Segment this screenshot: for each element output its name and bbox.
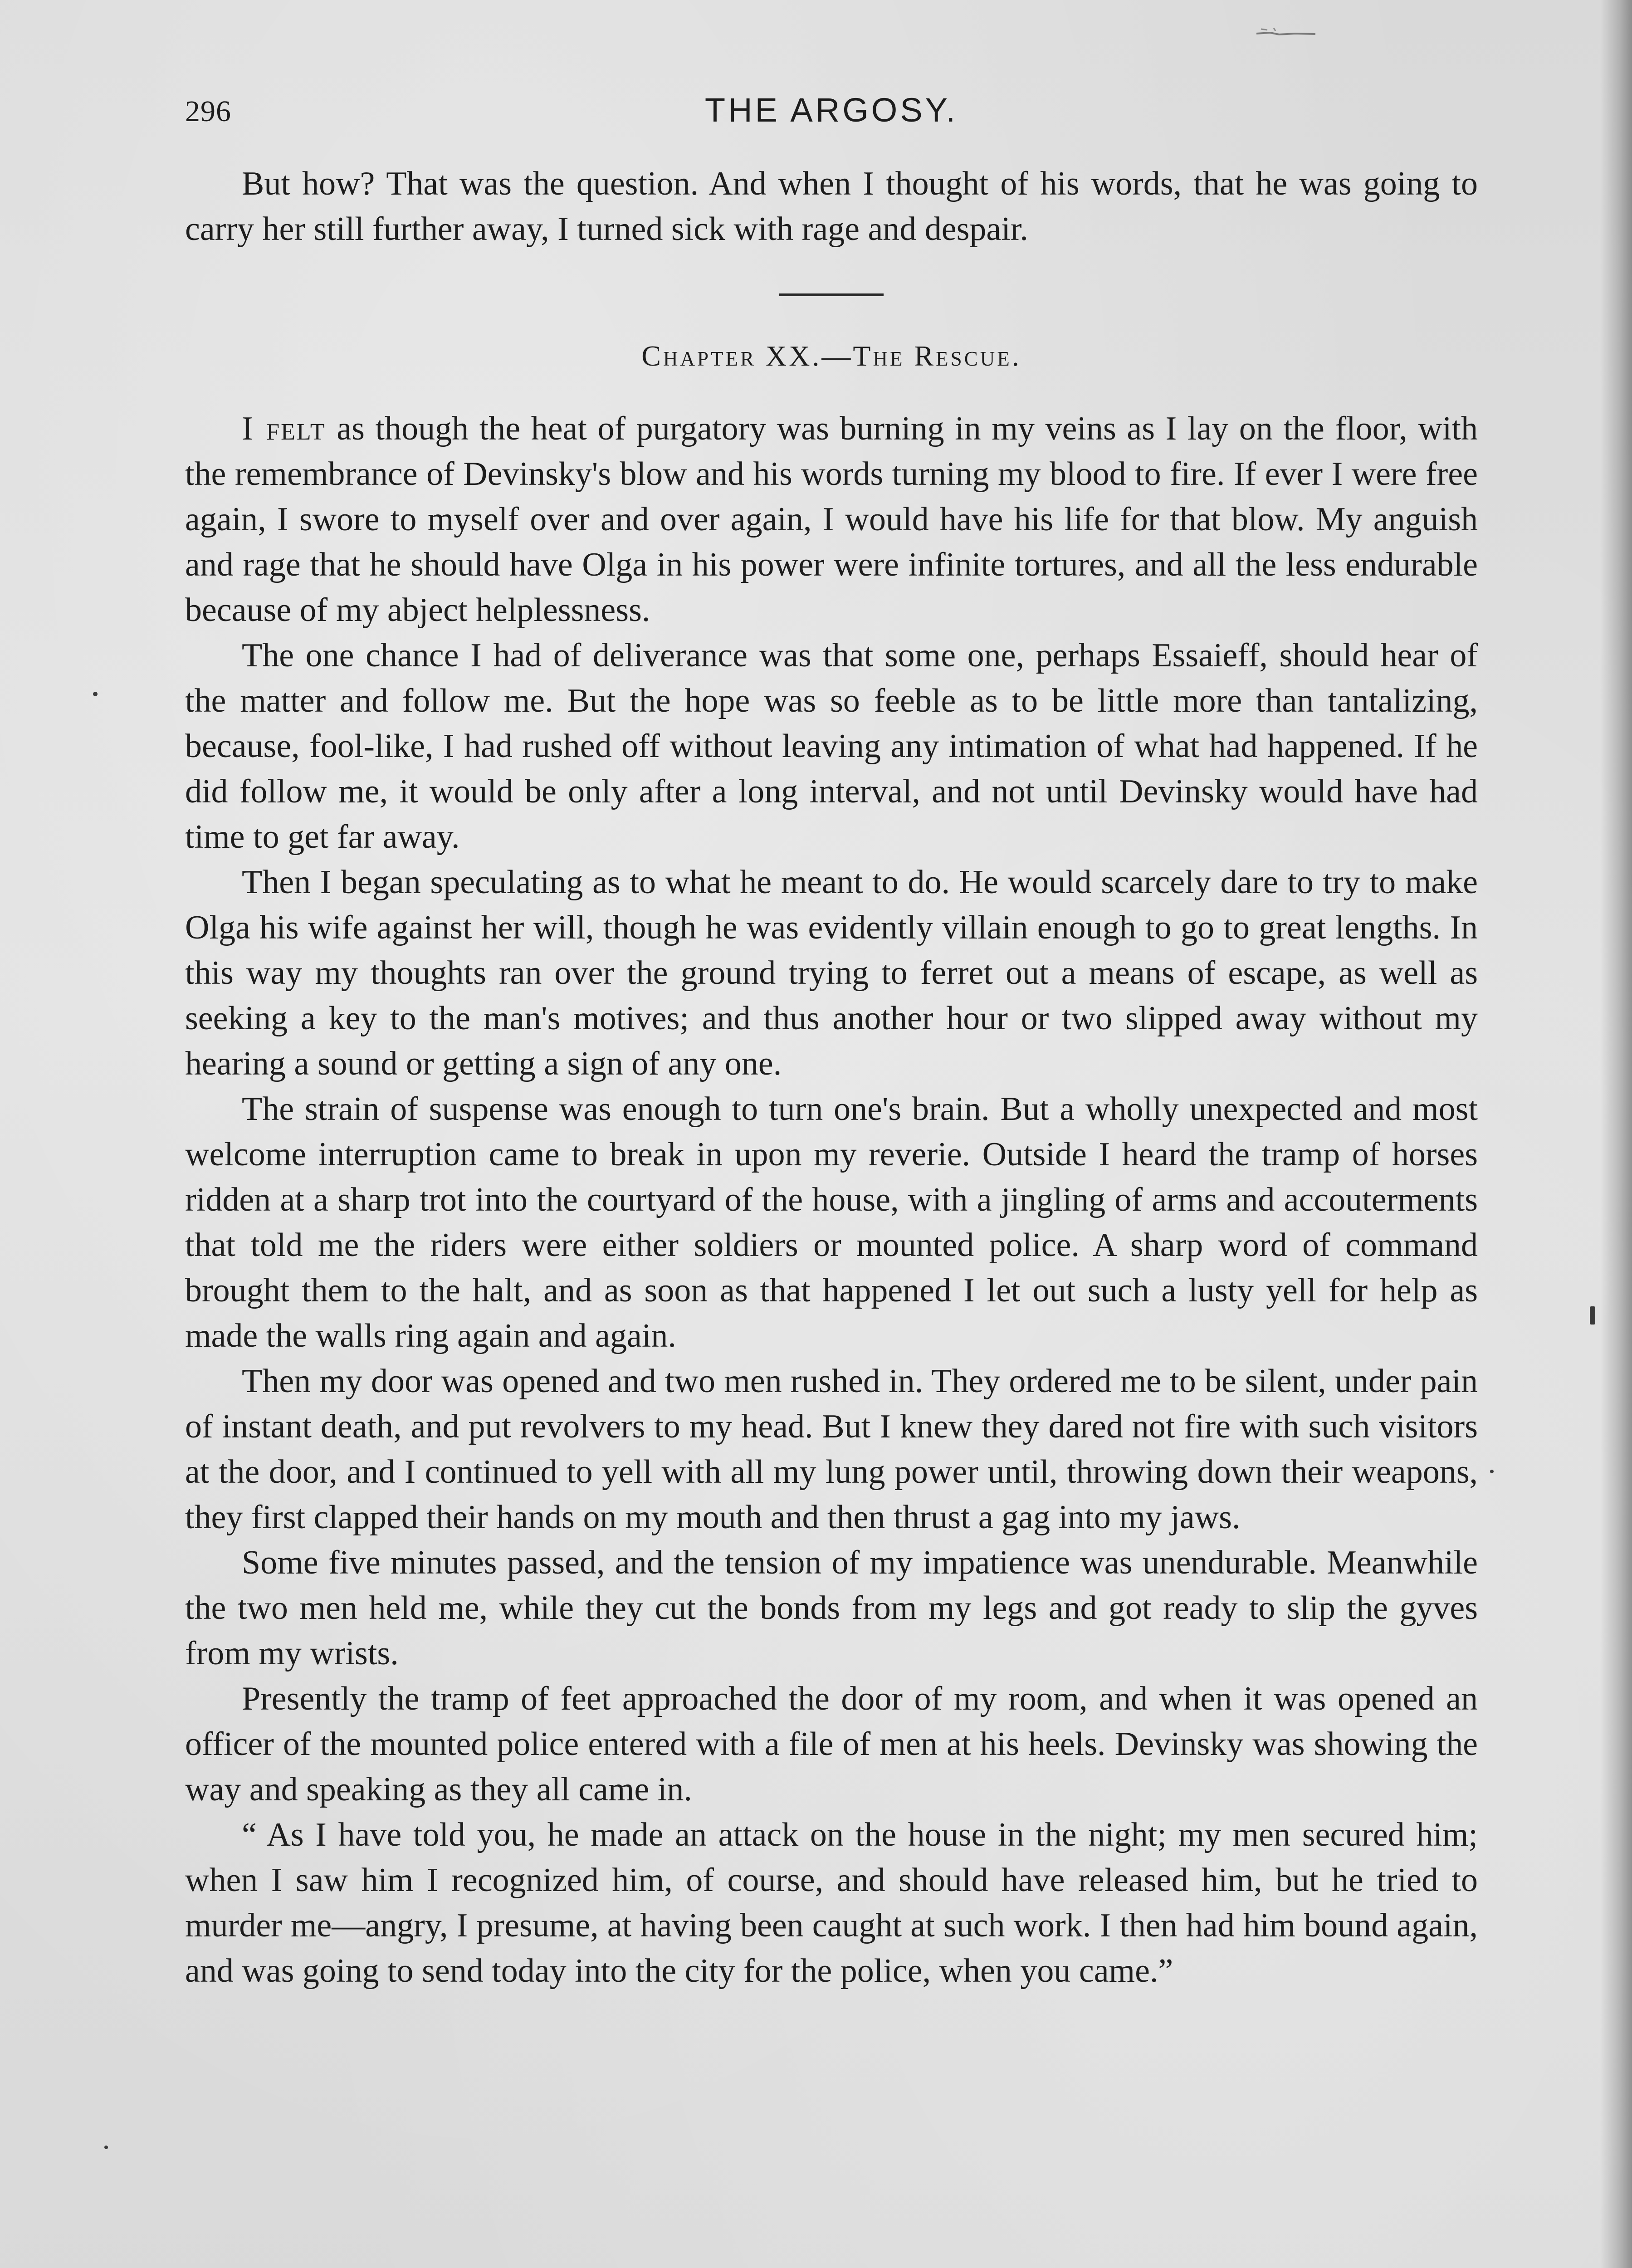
ink-mark	[1252, 23, 1320, 41]
ink-speck	[1590, 1306, 1595, 1325]
opening-paragraph: But how? That was the question. And when I thought of his words, that he was going to carry her still further away, I turned sick with rage and despair.	[185, 165, 1478, 248]
journal-title: THE ARGOSY.	[704, 91, 958, 129]
paragraph-door-opened: Then my door was opened and two men rushed in. They ordered me to be silent, under pain of instant death, and put revolvers to my head. But I knew they dared not fire with such visitors at the door, and I continued to yell with all my lung power until, throwing down their weapons, they first clapped their hands on my mouth and then thrust a gag into my jaws.	[185, 1363, 1478, 1536]
chapter-heading: Chapter XX.—The Rescue.	[641, 340, 1021, 372]
paragraph-speculating: Then I began speculating as to what he meant to do. He would scarcely dare to try to make Olga his wife against her will, though he was evidently villain enough to go to great lengths. In this way my thoughts ran over the ground trying to ferret out a means of escape, as well as seeking a key to the man's motives; and thus another hour or two slipped away without my hearing a sound or getting a sign of any one.	[185, 864, 1478, 1082]
paragraph-five-minutes: Some five minutes passed, and the tension of my impatience was unendurable. Meanwhile the two men held me, while they cut the bonds from my legs and got ready to slip the gyves from my wrists.	[185, 1544, 1478, 1672]
ink-speck	[93, 692, 98, 696]
lead-word: I felt	[242, 410, 326, 447]
page-edge-shadow	[1600, 0, 1632, 2268]
paragraph-suspense: The strain of suspense was enough to turn one's brain. But a wholly unexpected and most welcome interruption came to break in upon my reverie. Outside I heard the tramp of horses ridden at a sharp trot into the courtyard of the house, with a jingling of arms and accouterments that told me the riders were either soldiers or mounted police. A sharp word of command brought them to the halt, and as soon as that happened I let out such a lusty yell for help as made the walls ring again and again.	[185, 1090, 1478, 1354]
article-body	[185, 161, 1478, 1994]
ink-speck	[1490, 1470, 1494, 1473]
page-number: 296	[185, 95, 231, 128]
paragraph-officer: Presently the tramp of feet approached the door of my room, and when it was opened an officer of the mounted police entered with a file of men at his heels. Devinsky was showing the way and speaking as they all came in.	[185, 1680, 1478, 1808]
section-rule	[779, 293, 884, 296]
running-head	[185, 86, 1478, 136]
paragraph-devinsky-speech: “ As I have told you, he made an attack on the house in the night; my men secured him; when I saw him I recognized him, of course, and should have released him, but he tried to murder me—angry, I presume, at having been caught at such work. I then had him bound again, and was going to send today into the city for the police, when you came.”	[185, 1816, 1478, 1989]
first-paragraph-text: as though the heat of purgatory was burning in my veins as I lay on the floor, with the remembrance of Devinsky's blow and his words turning my blood to fire. If ever I were free again, I swore to myself over and over again, I would have his life for that blow. My anguish and rage that he should have Olga in his power were infinite tortures, and all the less endurable because of my abject helplessness.	[185, 410, 1478, 629]
paragraph-essaieff: The one chance I had of deliverance was that some one, perhaps Essaieff, should hear of the matter and follow me. But the hope was so feeble as to be little more than tantalizing, because, fool-like, I had rushed off without leaving any intimation of what had happened. If he did follow me, it would be only after a long interval, and not until Devinsky would have had time to get far away.	[185, 637, 1478, 855]
chapter-first-paragraph	[185, 406, 1478, 633]
ink-speck	[104, 2146, 108, 2149]
